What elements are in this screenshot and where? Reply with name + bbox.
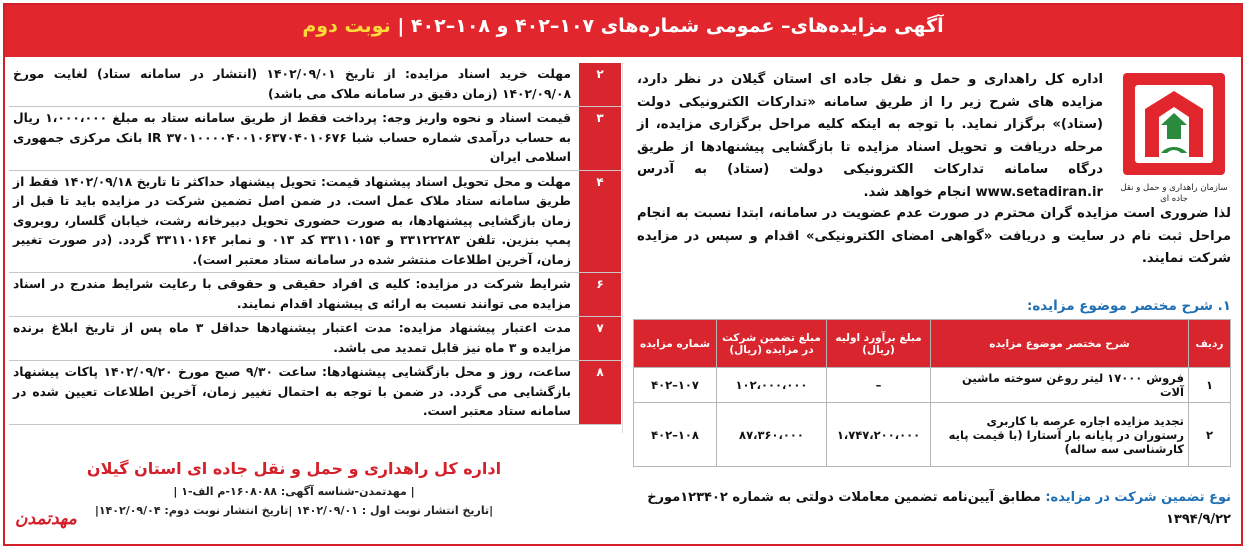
condition-item xyxy=(9,63,621,107)
col-header-description: شرح مختصر موضوع مزایده xyxy=(931,320,1189,368)
cell-description: تجدید مزایده اجاره عرصه با کاربری رستوران در پایانه بار آستارا (با قیمت پایه کارشناسی سه ساله) xyxy=(931,403,1189,467)
conditions-list xyxy=(9,63,621,425)
condition-item xyxy=(9,361,621,425)
logo-caption: سازمان راهداری و حمل و نقل جاده ای xyxy=(1120,183,1228,204)
header-title: آگهی مزایده‌های– عمومی شماره‌های ۱۰۷–۴۰۲ و ۱۰۸–۴۰۲ xyxy=(410,15,944,37)
logo xyxy=(1115,69,1233,219)
table-header-row xyxy=(634,320,1231,368)
ad-id-line: | مهدتمدن-شناسه آگهی: ۱۶۰۸۰۸۸-م الف-۱ | xyxy=(173,485,415,498)
condition-item xyxy=(9,107,621,171)
cell-description: فروش ۱۷۰۰۰ لیتر روغن سوخته ماشین آلات xyxy=(931,368,1189,403)
condition-number: ۸ xyxy=(579,361,621,424)
road-organization-logo-icon xyxy=(1115,69,1233,181)
condition-number: ۴ xyxy=(579,171,621,273)
header-banner xyxy=(5,5,1241,57)
publish-dates-line: |تاریخ انتشار نوبت اول : ۱۴۰۲/۰۹/۰۱ |تاریخ انتشار نوبت دوم: ۱۴۰۲/۰۹/۰۴| xyxy=(94,504,494,517)
cell-estimate: – xyxy=(827,368,931,403)
header-round: نوبت دوم xyxy=(302,15,391,37)
cell-auction-number: ۱۰۷–۴۰۲ xyxy=(634,368,717,403)
condition-number: ۷ xyxy=(579,317,621,360)
section-title: ۱. شرح مختصر موضوع مزایده: xyxy=(1026,298,1231,314)
signature-org: اداره کل راهداری و حمل و نقل جاده ای استان گیلان xyxy=(86,459,502,478)
cell-row-number: ۱ xyxy=(1189,368,1231,403)
condition-text: قیمت اسناد و نحوه واریز وجه: پرداخت فقط از طریق سامانه ستاد به مبلغ ۱،۰۰۰،۰۰۰ ریال به حساب درآمدی شماره حساب شبا IR ۳۷۰۱۰۰۰۰۴۰۰۱۰۶۳۷۰۴۰۱۰۶۷۶ بانک مرکزی جمهوری اسلامی ایران xyxy=(13,111,571,164)
condition-number: ۳ xyxy=(579,107,621,170)
condition-text: ساعت، روز و محل بازگشایی پیشنهادها: ساعت ۹/۳۰ صبح مورخ ۱۴۰۲/۰۹/۲۰ پاکات پیشنهاد بازگشایی می گردد. در ضمن با توجه به احتمال تغییر زمان، آخرین اطلاعات تعیین شده در سامانه ستاد معتبر است. xyxy=(13,365,572,418)
condition-item xyxy=(9,171,621,274)
column-divider xyxy=(622,63,623,433)
condition-number: ۶ xyxy=(579,273,621,316)
cell-auction-number: ۱۰۸–۴۰۲ xyxy=(634,403,717,467)
cell-guarantee: ۱۰۲،۰۰۰،۰۰۰ xyxy=(717,368,827,403)
condition-text: مهلت و محل تحویل اسناد پیشنهاد قیمت: تحویل پیشنهاد حداکثر تا تاریخ ۱۴۰۲/۰۹/۱۸ فقط از طریق سامانه ستاد ملاک عمل است. در ضمن اصل تضمین شرکت در مزایده باید تا قبل از زمان بازگشایی پیشنهادها، به صورت حضوری تحویل دبیرخانه رشت، خیابان گلسار، روبروی پمپ بنزین. تلفن ۳۳۱۲۲۲۸۳ و ۳۳۱۱۰۱۵۴ کد ۰۱۳ و نمابر ۳۳۱۱۰۱۶۴ گردد. (در صورت تغییر زمان، آخرین اطلاعات منتشر شده در سامانه ستاد معتبر است). xyxy=(13,174,571,267)
col-header-row-number: ردیف xyxy=(1189,320,1231,368)
intro-paragraph: اداره کل راهداری و حمل و نقل جاده ای استان گیلان در نظر دارد، مزایده های شرح زیر را از طریق سامانه «تدارکات الکترونیکی دولت (ستاد)» برگزار نماید. با توجه به اینکه کلیه مراحل برگزاری مزایده، از مرحله دریافت و تحویل اسناد مزایده تا بازگشایی پیشنهادها از طریق درگاه سامانه تدارکات الکترونیکی دولت (ستاد) به آدرس www.setadiran.ir انجام خواهد شد. xyxy=(637,72,1103,200)
ad-body xyxy=(5,57,1241,546)
col-header-guarantee: مبلغ تضمین شرکت در مزایده (ریال) xyxy=(717,320,827,368)
right-column xyxy=(629,57,1241,546)
condition-text: مهلت خرید اسناد مزایده: از تاریخ ۱۴۰۲/۰۹/۰۱ (انتشار در سامانه ستاد) لغایت مورخ ۱۴۰۲/۰۹/۰۸ (زمان دقیق در سامانه ملاک می باشد) xyxy=(13,67,572,101)
cell-guarantee: ۸۷،۳۶۰،۰۰۰ xyxy=(717,403,827,467)
condition-text: شرایط شرکت در مزایده: کلیه ی افراد حقیقی و حقوقی با رعایت شرایط مندرج در اسناد مزایده می توانند نسبت به ارائه ی پیشنهاد اقدام نمایند. xyxy=(13,277,571,311)
condition-item xyxy=(9,317,621,361)
cell-estimate: ۱،۷۴۷،۲۰۰،۰۰۰ xyxy=(827,403,931,467)
condition-item xyxy=(9,273,621,317)
condition-text: مدت اعتبار پیشنهاد مزایده: مدت اعتبار پیشنهادها حداقل ۳ ماه پس از تاریخ ابلاغ برنده مزایده و ۳ ماه نیز قابل تمدید می باشد. xyxy=(13,321,571,355)
col-header-estimate: مبلغ برآورد اولیه (ریال) xyxy=(827,320,931,368)
cell-row-number: ۲ xyxy=(1189,403,1231,467)
intro-paragraph-2: لذا ضروری است مزایده گران محترم در صورت عدم عضویت در سامانه، ابتدا نسبت به انجام مراحل ثبت نام در سایت و دریافت «گواهی امضای الکترونیکی» اقدام و سپس در مزایده شرکت نمایند. xyxy=(637,206,1231,266)
signature-block xyxy=(9,459,579,520)
newspaper-stamp: مهدتمدن xyxy=(15,509,77,529)
header-separator: | xyxy=(390,15,411,37)
advertisement-frame xyxy=(3,3,1243,546)
guarantee-label: نوع تضمین شرکت در مزایده: xyxy=(1045,490,1231,505)
guarantee-text: مطابق آیین‌نامه تضمین معاملات دولتی به شماره ۱۲۳۴۰۲مورخ ۱۳۹۴/۹/۲۲ xyxy=(647,490,1231,527)
col-header-auction-number: شماره مزایده xyxy=(634,320,717,368)
table-row xyxy=(634,403,1231,467)
guarantee-note xyxy=(635,487,1231,531)
auction-items-table xyxy=(633,319,1231,467)
table-row xyxy=(634,368,1231,403)
condition-number: ۲ xyxy=(579,63,621,106)
